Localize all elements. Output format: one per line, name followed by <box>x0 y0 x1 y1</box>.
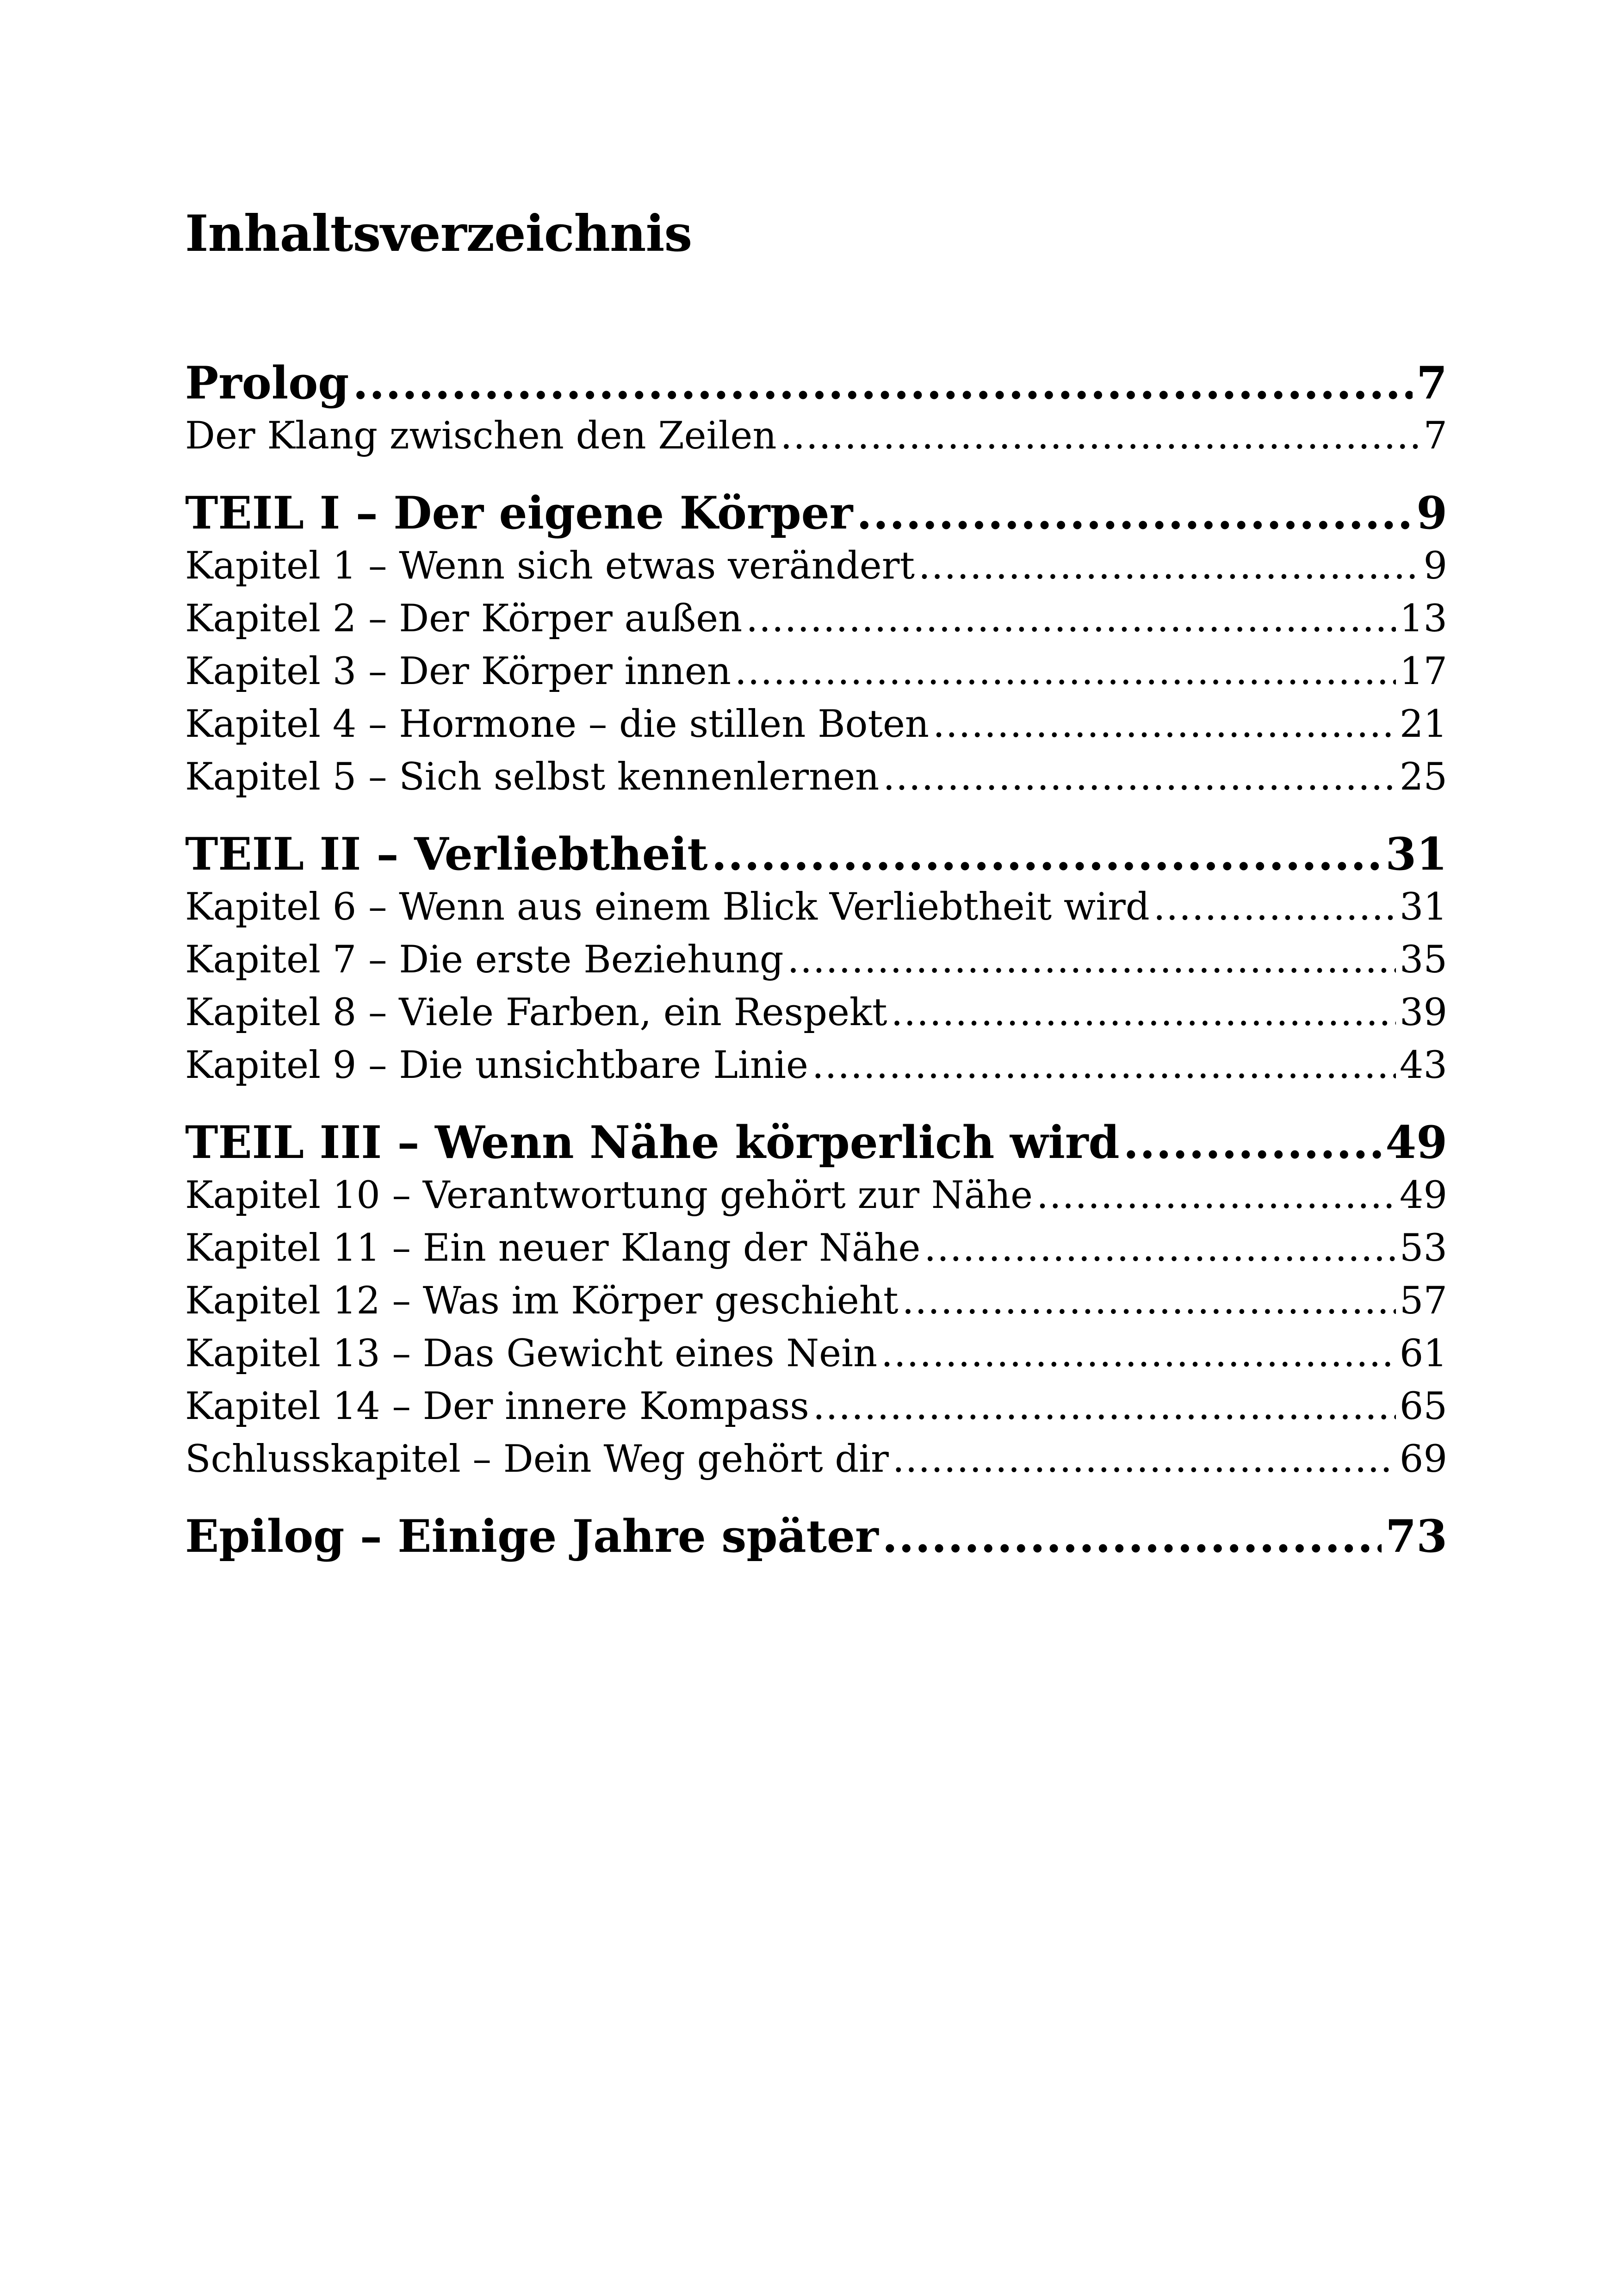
toc-entry-title: Kapitel 8 – Viele Farben, ein Respekt <box>185 991 887 1034</box>
toc-entry-title: TEIL I – Der eigene Körper <box>185 487 853 539</box>
toc-entry-title: Kapitel 7 – Die erste Beziehung <box>185 938 784 982</box>
toc-entry-page: 39 <box>1399 991 1447 1034</box>
toc-entry-title: Kapitel 3 – Der Körper innen <box>185 650 731 693</box>
toc-entry-page: 65 <box>1399 1385 1447 1428</box>
toc-chapter-8[interactable] <box>185 986 1447 1039</box>
toc-chapter-1[interactable] <box>185 540 1447 592</box>
toc-chapter-3[interactable] <box>185 645 1447 698</box>
toc-section-teil-2[interactable] <box>185 828 1447 881</box>
toc-entry-page: 9 <box>1423 544 1447 588</box>
toc-entry-page: 7 <box>1423 414 1447 458</box>
toc-chapter-13[interactable] <box>185 1327 1447 1380</box>
dot-leader <box>712 828 1382 881</box>
toc-entry-title: Kapitel 12 – Was im Körper geschieht <box>185 1279 899 1323</box>
toc-entry-page: 25 <box>1399 755 1447 799</box>
toc-entry-title: Kapitel 9 – Die unsichtbare Linie <box>185 1044 808 1087</box>
toc-entry-title: Der Klang zwischen den Zeilen <box>185 414 777 458</box>
toc-entry-page: 73 <box>1385 1510 1447 1562</box>
toc-entry-title: Kapitel 4 – Hormone – die stillen Boten <box>185 703 930 746</box>
dot-leader <box>856 486 1413 540</box>
toc-chapter-schlusskapitel[interactable] <box>185 1433 1447 1486</box>
toc-entry-page: 31 <box>1399 885 1447 929</box>
toc-entry-page: 7 <box>1416 357 1447 409</box>
toc-entry-page: 9 <box>1416 487 1447 539</box>
toc-chapter-5[interactable] <box>185 751 1447 803</box>
toc-entry-title: TEIL II – Verliebtheit <box>185 828 708 880</box>
dot-leader <box>881 1327 1396 1380</box>
toc-entry-page: 17 <box>1399 650 1447 693</box>
dot-leader <box>924 1222 1396 1275</box>
dot-leader <box>1123 1116 1382 1169</box>
toc-chapter-2[interactable] <box>185 592 1447 645</box>
dot-leader <box>1036 1169 1396 1222</box>
dot-leader <box>735 645 1396 698</box>
dot-leader <box>891 986 1396 1039</box>
toc-entry-title: Kapitel 14 – Der innere Kompass <box>185 1385 809 1428</box>
toc-entry-page: 53 <box>1399 1226 1447 1270</box>
toc-section-teil-1[interactable] <box>185 486 1447 540</box>
dot-leader <box>902 1275 1396 1327</box>
toc-chapter-7[interactable] <box>185 933 1447 986</box>
dot-leader <box>883 751 1396 803</box>
toc-chapter-9[interactable] <box>185 1039 1447 1092</box>
toc-chapter-der-klang[interactable] <box>185 410 1447 462</box>
table-of-contents <box>185 356 1447 1563</box>
toc-entry-page: 61 <box>1399 1332 1447 1375</box>
toc-entry-page: 49 <box>1385 1116 1447 1169</box>
toc-entry-title: Kapitel 2 – Der Körper außen <box>185 597 743 641</box>
toc-chapter-11[interactable] <box>185 1222 1447 1275</box>
dot-leader <box>882 1510 1382 1563</box>
toc-entry-title: TEIL III – Wenn Nähe körperlich wird <box>185 1116 1120 1169</box>
toc-entry-title: Kapitel 11 – Ein neuer Klang der Nähe <box>185 1226 921 1270</box>
toc-entry-title: Kapitel 1 – Wenn sich etwas verändert <box>185 544 915 588</box>
toc-entry-title: Kapitel 10 – Verantwortung gehört zur Nähe <box>185 1174 1033 1217</box>
toc-entry-page: 31 <box>1385 828 1447 880</box>
toc-section-teil-3[interactable] <box>185 1116 1447 1169</box>
dot-leader <box>1153 881 1396 933</box>
toc-entry-title: Kapitel 6 – Wenn aus einem Blick Verliebtheit wird <box>185 885 1150 929</box>
toc-entry-page: 21 <box>1399 703 1447 746</box>
toc-chapter-10[interactable] <box>185 1169 1447 1222</box>
toc-entry-page: 69 <box>1399 1437 1447 1481</box>
dot-leader <box>781 410 1420 462</box>
toc-entry-title: Schlusskapitel – Dein Weg gehört dir <box>185 1437 889 1481</box>
dot-leader <box>353 356 1413 410</box>
dot-leader <box>813 1380 1396 1433</box>
toc-entry-page: 49 <box>1399 1174 1447 1217</box>
toc-entry-title: Kapitel 13 – Das Gewicht eines Nein <box>185 1332 878 1375</box>
toc-chapter-4[interactable] <box>185 698 1447 751</box>
toc-section-epilog[interactable] <box>185 1510 1447 1563</box>
dot-leader <box>746 592 1396 645</box>
toc-entry-page: 43 <box>1399 1044 1447 1087</box>
toc-entry-page: 35 <box>1399 938 1447 982</box>
dot-leader <box>787 933 1396 986</box>
toc-entry-title: Kapitel 5 – Sich selbst kennenlernen <box>185 755 880 799</box>
page-title: Inhaltsverzeichnis <box>185 205 692 263</box>
toc-section-prolog[interactable] <box>185 356 1447 410</box>
toc-entry-title: Prolog <box>185 357 349 409</box>
toc-entry-page: 57 <box>1399 1279 1447 1323</box>
toc-entry-page: 13 <box>1399 597 1447 641</box>
dot-leader <box>812 1039 1396 1092</box>
toc-chapter-6[interactable] <box>185 881 1447 933</box>
toc-chapter-12[interactable] <box>185 1275 1447 1327</box>
toc-chapter-14[interactable] <box>185 1380 1447 1433</box>
dot-leader <box>933 698 1396 751</box>
dot-leader <box>918 540 1420 592</box>
toc-entry-title: Epilog – Einige Jahre später <box>185 1510 879 1562</box>
dot-leader <box>893 1433 1396 1486</box>
